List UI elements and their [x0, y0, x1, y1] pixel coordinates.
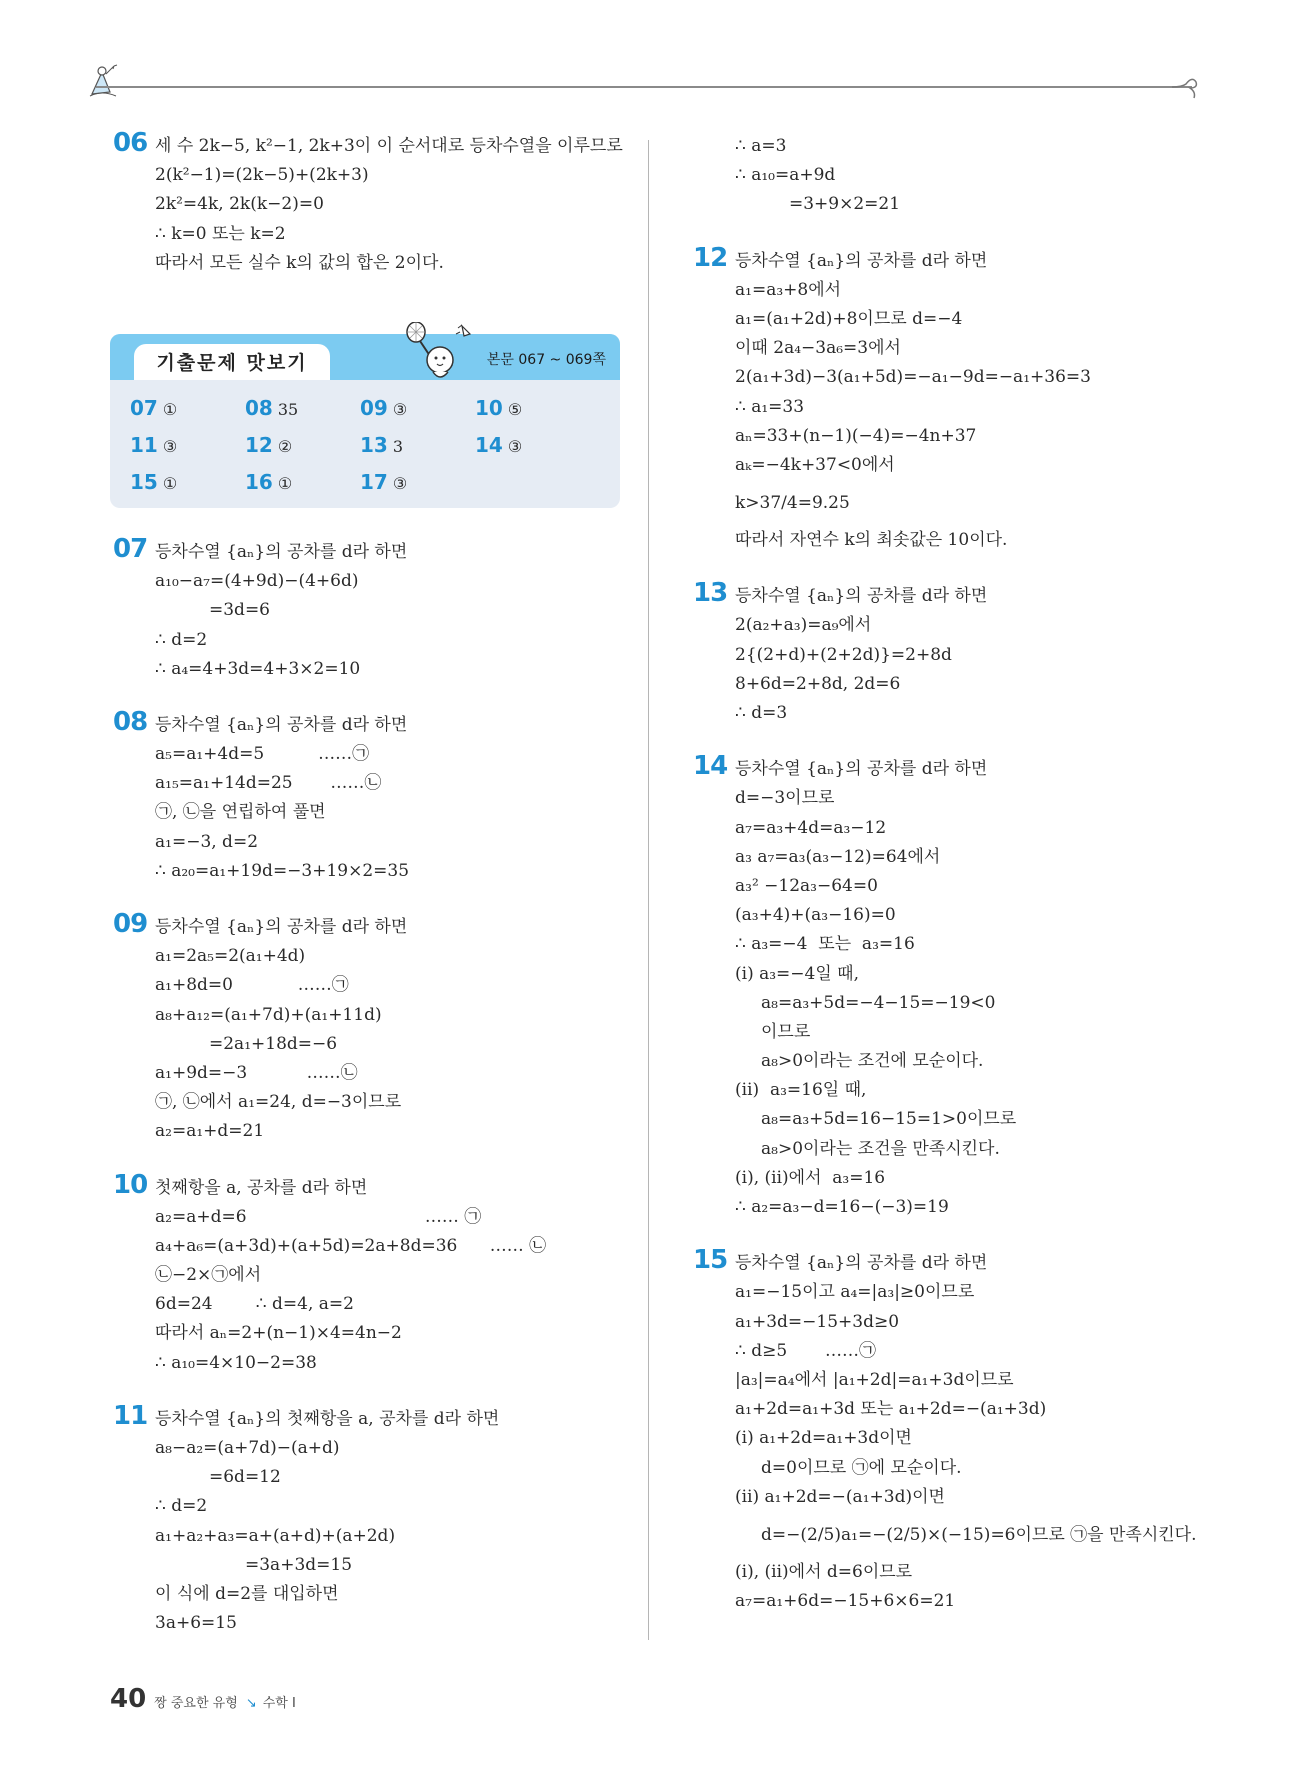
- solution-line: 따라서 aₙ=2+(n−1)×4=4n−2: [155, 1323, 402, 1344]
- answer-value: ③: [392, 473, 408, 493]
- solution-line: a₁=−3, d=2: [155, 831, 259, 852]
- solution-line: a₁+2d=a₁+3d 또는 a₁+2d=−(a₁+3d): [735, 1399, 1047, 1420]
- solution-line: a₁+9d=−3 ……㉡: [155, 1062, 358, 1083]
- solution-line: a₁=2a₅=2(a₁+4d): [155, 946, 306, 967]
- answer-value: ①: [162, 473, 178, 493]
- solution-line: 등차수열 {aₙ}의 공차를 d라 하면: [155, 917, 408, 937]
- answer-value: ③: [392, 399, 408, 419]
- answer-value: ①: [162, 399, 178, 419]
- solution-line: k>37/4=9.25: [735, 493, 850, 514]
- problem-12: [690, 242, 1210, 556]
- problem-number: 08: [113, 706, 148, 737]
- column-divider: [648, 140, 649, 1640]
- answer-value: ③: [507, 436, 523, 456]
- solution-line: (ⅱ) a₁+2d=−(a₁+3d)이면: [735, 1486, 945, 1507]
- solution-line: 등차수열 {aₙ}의 공차를 d라 하면: [735, 759, 988, 780]
- arrow-icon: ↘: [245, 1696, 257, 1711]
- solution-line: ∴ a₃=−4 또는 a₃=16: [735, 934, 915, 955]
- answer-item: [360, 464, 475, 501]
- solution-line: 등차수열 {aₙ}의 공차를 d라 하면: [735, 1253, 988, 1274]
- solution-line: 등차수열 {aₙ}의 공차를 d라 하면: [735, 586, 988, 607]
- solution-line: (ⅰ) a₃=−4일 때,: [735, 963, 860, 984]
- answer-item: [130, 390, 245, 427]
- answer-number: 13: [360, 432, 388, 457]
- answer-row: [130, 427, 590, 464]
- answer-number: 08: [245, 395, 273, 420]
- solution-line: =3+9×2=21: [789, 194, 901, 215]
- solution-line: ∴ a₂=a₃−d=16−(−3)=19: [735, 1197, 949, 1217]
- problem-number: 10: [113, 1169, 148, 1200]
- solution-line: a₁+a₂+a₃=a+(a+d)+(a+2d): [155, 1525, 396, 1546]
- solution-line: ∴ a₁₀=a+9d: [735, 165, 836, 186]
- solution-line: 2(a₁+3d)−3(a₁+5d)=−a₁−9d=−a₁+36=3: [735, 367, 1091, 388]
- answer-item: [360, 390, 475, 427]
- solution-line: a₈=a₃+5d=16−15=1>0이므로: [761, 1109, 1017, 1130]
- solution-line: ㉠, ㉡을 연립하여 풀면: [155, 802, 326, 823]
- problem-10: [110, 1169, 620, 1378]
- solution-line: 3a+6=15: [155, 1613, 237, 1634]
- answer-number: 16: [245, 469, 273, 494]
- solution-line: a₄+a₆=(a+3d)+(a+5d)=2a+8d=36 …… ㉡: [155, 1235, 547, 1256]
- answer-row: [130, 390, 590, 427]
- left-column: [110, 128, 623, 1665]
- solution-line: a₈−a₂=(a+7d)−(a+d): [155, 1438, 340, 1458]
- problem-number: 07: [113, 533, 148, 564]
- problem-14: [690, 751, 1210, 1222]
- solution-line: a₁+3d=−15+3d≥0: [735, 1311, 900, 1332]
- problem-15: [690, 1245, 1210, 1616]
- solution-line: ∴ d=2: [155, 1496, 208, 1517]
- solution-line: ∴ a₂₀=a₁+19d=−3+19×2=35: [155, 860, 410, 881]
- solution-line: 2{(2+d)+(2+2d)}=2+8d: [735, 644, 952, 665]
- solution-line: d=−(2/5)a₁=−(2/5)×(−15)=6이므로 ㉠을 만족시킨다.: [761, 1524, 1197, 1545]
- answer-item: [130, 427, 245, 464]
- solution-line: a₁₅=a₁+14d=25 ……㉡: [155, 773, 382, 794]
- right-column: [690, 132, 1210, 1643]
- problem-11: [110, 1400, 620, 1639]
- answer-number: 10: [475, 395, 503, 420]
- ribbon-icon: [1170, 72, 1204, 102]
- page-footer: [110, 1684, 296, 1714]
- past-exam-answer-box: [110, 334, 620, 508]
- answer-number: 11: [130, 432, 158, 457]
- solution-line: 2(k²−1)=(2k−5)+(2k+3): [155, 165, 369, 186]
- solution-line: d=−3이므로: [735, 788, 835, 809]
- solution-line: a₈>0이라는 조건에 모순이다.: [761, 1051, 984, 1072]
- answer-number: 17: [360, 469, 388, 494]
- answer-value: 3: [392, 436, 404, 456]
- solution-line: a₁=−15이고 a₄=|a₃|≥0이므로: [735, 1282, 975, 1303]
- solution-line: 이 식에 d=2를 대입하면: [155, 1583, 339, 1604]
- solution-line: aₙ=33+(n−1)(−4)=−4n+37: [735, 425, 977, 446]
- answer-value: 35: [277, 399, 299, 419]
- answer-value: ①: [277, 473, 293, 493]
- problem-09: [110, 909, 620, 1147]
- answer-box-page-ref: 본문 067 ~ 069쪽: [486, 351, 606, 368]
- problem-number: 15: [693, 1245, 728, 1276]
- solution-line: 8+6d=2+8d, 2d=6: [735, 673, 901, 694]
- solution-line: (a₃+4)+(a₃−16)=0: [735, 905, 896, 926]
- solution-line: 이때 2a₄−3a₆=3에서: [735, 338, 901, 359]
- solution-line: a₈+a₁₂=(a₁+7d)+(a₁+11d): [155, 1004, 382, 1025]
- answer-item: [245, 464, 360, 501]
- answer-grid: [130, 390, 590, 501]
- problem-11-continued: [690, 132, 1210, 220]
- solution-line: a₁+8d=0 ……㉠: [155, 975, 349, 996]
- problem-13: [690, 578, 1210, 728]
- solution-line: a₁=a₃+8에서: [735, 279, 842, 300]
- solution-line: 등차수열 {aₙ}의 공차를 d라 하면: [155, 714, 408, 735]
- solution-line: a₇=a₁+6d=−15+6×6=21: [735, 1591, 956, 1612]
- answer-box-title: 기출문제 맛보기: [134, 344, 330, 380]
- solution-line: a₈>0이라는 조건을 만족시킨다.: [761, 1138, 1000, 1159]
- solution-line: ∴ d≥5 ……㉠: [735, 1340, 876, 1361]
- solution-line: a₃² −12a₃−64=0: [735, 875, 878, 896]
- solution-line: (ⅰ), (ⅱ)에서 a₃=16: [735, 1167, 886, 1188]
- solution-line: 첫째항을 a, 공차를 d라 하면: [155, 1177, 368, 1198]
- solution-line: a₅=a₁+4d=5 ……㉠: [155, 744, 370, 765]
- solution-line: (ⅰ) a₁+2d=a₁+3d이면: [735, 1428, 912, 1449]
- solution-line: ∴ d=3: [735, 703, 788, 723]
- answer-number: 14: [475, 432, 503, 457]
- problem-number: 06: [113, 128, 148, 158]
- problem-number: 11: [113, 1400, 148, 1431]
- solution-line: a₁=(a₁+2d)+8이므로 d=−4: [735, 308, 963, 329]
- solution-line: 6d=24 ∴ d=4, a=2: [155, 1294, 354, 1315]
- problem-number: 14: [693, 751, 728, 782]
- solution-line: a₂=a+d=6 …… ㉠: [155, 1206, 482, 1227]
- problem-number: 12: [693, 242, 728, 273]
- answer-row: [130, 464, 590, 501]
- answer-value: ②: [277, 436, 293, 456]
- solution-line: a₈=a₃+5d=−4−15=−19<0: [761, 992, 996, 1013]
- solution-line: =2a₁+18d=−6: [209, 1033, 338, 1054]
- problem-07: [110, 533, 620, 684]
- book-title: 짱 중요한 유형: [154, 1696, 238, 1711]
- solution-line: 이므로: [761, 1021, 811, 1042]
- solution-line: 따라서 모든 실수 k의 값의 합은 2이다.: [155, 252, 444, 273]
- solution-line: ㉡−2×㉠에서: [155, 1265, 262, 1286]
- solution-line: (ⅰ), (ⅱ)에서 d=6이므로: [735, 1561, 913, 1582]
- solution-line: =6d=12: [209, 1467, 281, 1488]
- solution-line: d=0이므로 ㉠에 모순이다.: [761, 1457, 962, 1478]
- solution-line: ∴ a=3: [735, 136, 787, 156]
- solution-line: ∴ k=0 또는 k=2: [155, 223, 286, 244]
- solution-line: 등차수열 {aₙ}의 공차를 d라 하면: [155, 541, 408, 562]
- problem-06: [110, 128, 623, 278]
- solution-line: a₂=a₁+d=21: [155, 1121, 265, 1142]
- subject-label: 수학 Ⅰ: [262, 1696, 296, 1711]
- badminton-mascot-icon: [400, 322, 480, 384]
- problem-08: [110, 706, 620, 886]
- solution-line: |a₃|=a₄에서 |a₁+2d|=a₁+3d이므로: [735, 1369, 1014, 1390]
- problem-number: 13: [693, 578, 728, 609]
- answer-number: 12: [245, 432, 273, 457]
- solution-line: ∴ a₁₀=4×10−2=38: [155, 1352, 317, 1373]
- answer-value: ③: [162, 436, 178, 456]
- solution-line: =3d=6: [209, 600, 271, 621]
- solution-line: 따라서 자연수 k의 최솟값은 10이다.: [735, 530, 1008, 551]
- answer-value: ⑤: [507, 399, 523, 419]
- answer-item: [245, 390, 360, 427]
- solution-line: ∴ a₁=33: [735, 396, 805, 417]
- answer-number: 09: [360, 395, 388, 420]
- solution-line: 2k²=4k, 2k(k−2)=0: [155, 194, 324, 215]
- solution-line: a₁₀−a₇=(4+9d)−(4+6d): [155, 571, 359, 592]
- answer-item: [360, 427, 475, 464]
- answer-item: [130, 464, 245, 501]
- solution-line: 세 수 2k−5, k²−1, 2k+3이 이 순서대로 등차수열을 이루므로: [155, 136, 623, 156]
- solution-line: a₃ a₇=a₃(a₃−12)=64에서: [735, 846, 941, 867]
- page-number: 40: [110, 1684, 147, 1714]
- answer-item: [245, 427, 360, 464]
- answer-item: [475, 390, 590, 427]
- solution-line: 등차수열 {aₙ}의 공차를 d라 하면: [735, 250, 988, 271]
- answer-number: 15: [130, 469, 158, 494]
- solution-line: a₇=a₃+4d=a₃−12: [735, 817, 887, 838]
- solution-line: ㉠, ㉡에서 a₁=24, d=−3이므로: [155, 1092, 402, 1113]
- answer-number: 07: [130, 395, 158, 420]
- solution-line: aₖ=−4k+37<0에서: [735, 454, 895, 475]
- problem-number: 09: [113, 909, 148, 939]
- solution-line: (ⅱ) a₃=16일 때,: [735, 1080, 867, 1101]
- solution-line: 등차수열 {aₙ}의 첫째항을 a, 공차를 d라 하면: [155, 1408, 500, 1429]
- solution-line: ∴ a₄=4+3d=4+3×2=10: [155, 658, 361, 679]
- solution-line: 2(a₂+a₃)=a₉에서: [735, 615, 872, 636]
- fairy-ornament-icon: [84, 62, 126, 102]
- header-rule: [96, 86, 1192, 88]
- answer-item: [475, 427, 590, 464]
- solution-line: =3a+3d=15: [245, 1554, 353, 1575]
- solution-line: ∴ d=2: [155, 629, 208, 650]
